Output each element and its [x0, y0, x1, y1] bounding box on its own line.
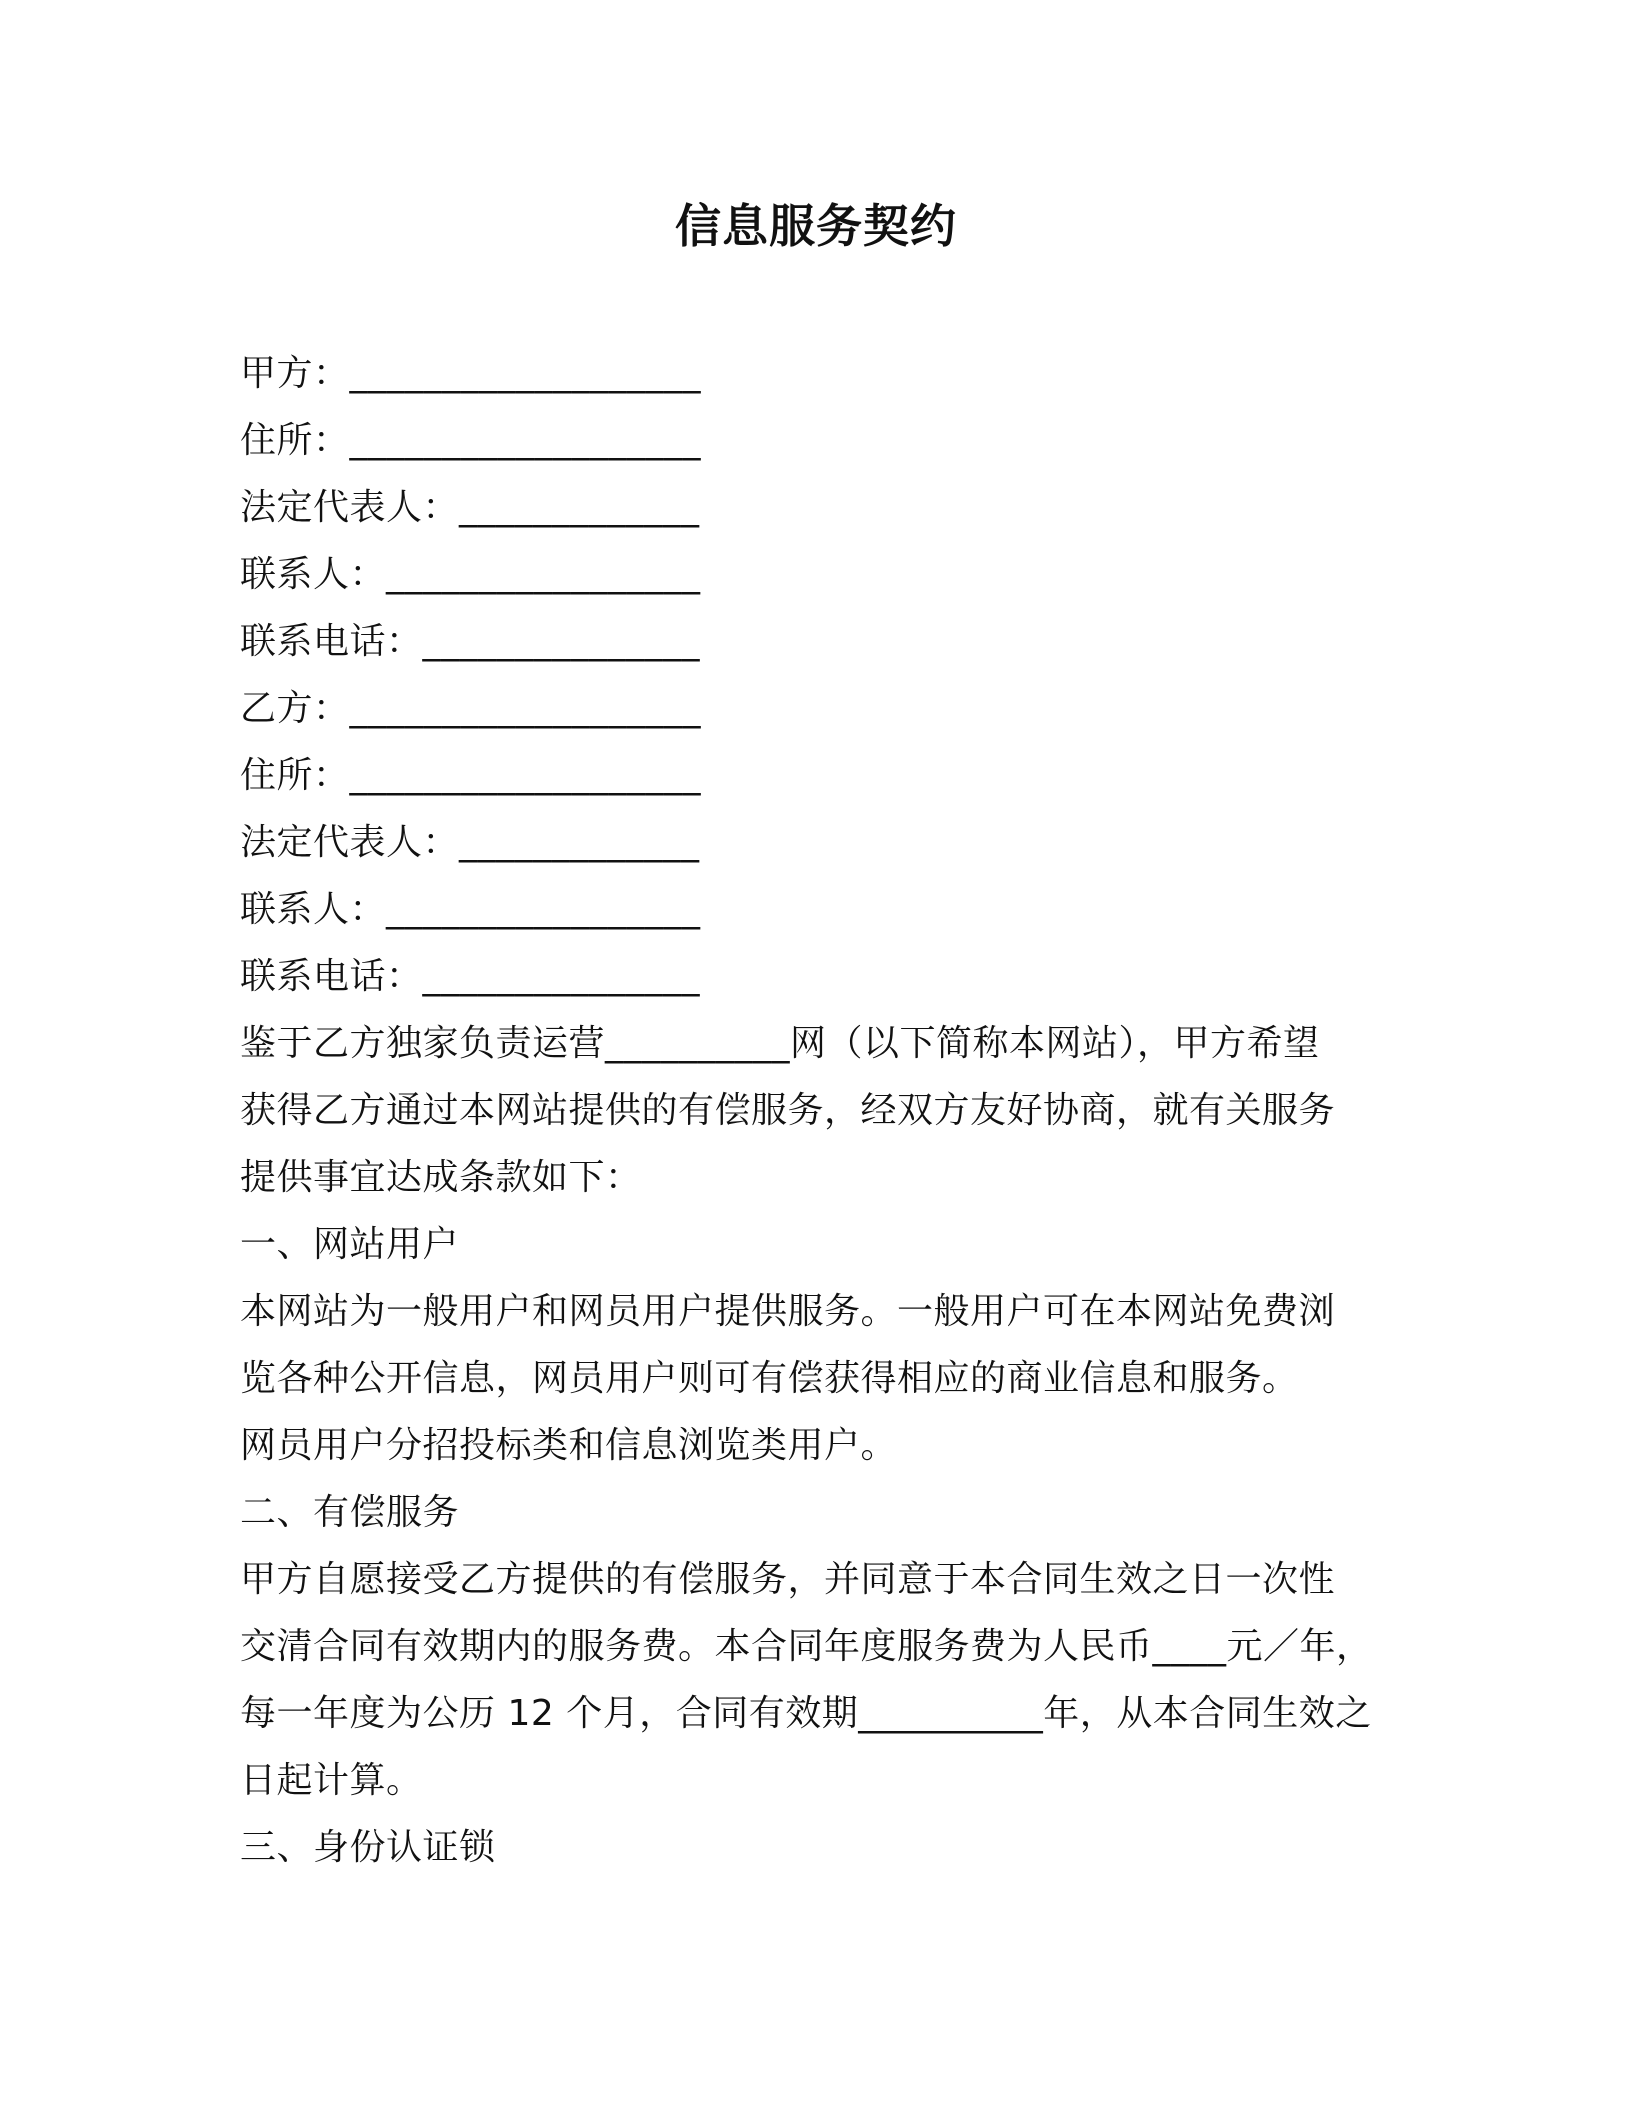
party-a-legal-rep-line: 法定代表人：_____________ — [240, 487, 700, 528]
party-b-name-line: 乙方：___________________ — [240, 688, 702, 729]
party-b-address-line: 住所：___________________ — [240, 755, 702, 796]
party-b-phone-line: 联系电话：_______________ — [240, 956, 701, 997]
document-body — [240, 340, 1410, 1881]
party-a-phone-line: 联系电话：_______________ — [240, 621, 701, 662]
section-1-text-line-2: 览各种公开信息，网员用户则可有偿获得相应的商业信息和服务。 — [240, 1358, 1299, 1399]
party-b-legal-rep-line: 法定代表人：_____________ — [240, 822, 700, 863]
section-2-text-line-4: 日起计算。 — [240, 1760, 423, 1801]
party-a-address-line: 住所：___________________ — [240, 420, 702, 461]
section-1-text-line-3: 网员用户分招投标类和信息浏览类用户。 — [240, 1425, 898, 1466]
party-b-contact-line: 联系人：_________________ — [240, 889, 701, 930]
section-3-heading: 三、身份认证锁 — [240, 1827, 496, 1868]
document-title: 信息服务契约 — [675, 199, 957, 253]
preamble-line-3: 提供事宜达成条款如下： — [240, 1157, 642, 1198]
section-2-text-line-3: 每一年度为公历 12 个月，合同有效期__________年，从本合同生效之 — [240, 1693, 1372, 1734]
party-a-contact-line: 联系人：_________________ — [240, 554, 701, 595]
section-1-text-line-1: 本网站为一般用户和网员用户提供服务。一般用户可在本网站免费浏 — [240, 1291, 1336, 1332]
preamble-line-1: 鉴于乙方独家负责运营__________网（以下简称本网站），甲方希望 — [240, 1023, 1320, 1064]
preamble-line-2: 获得乙方通过本网站提供的有偿服务，经双方友好协商，就有关服务 — [240, 1090, 1336, 1131]
section-2-text-line-2: 交清合同有效期内的服务费。本合同年度服务费为人民币____元／年， — [240, 1626, 1373, 1667]
section-1-heading: 一、网站用户 — [240, 1224, 460, 1265]
section-2-heading: 二、有偿服务 — [240, 1492, 460, 1533]
section-2-text-line-1: 甲方自愿接受乙方提供的有偿服务，并同意于本合同生效之日一次性 — [240, 1559, 1336, 1600]
party-a-name-line: 甲方：___________________ — [240, 353, 702, 394]
